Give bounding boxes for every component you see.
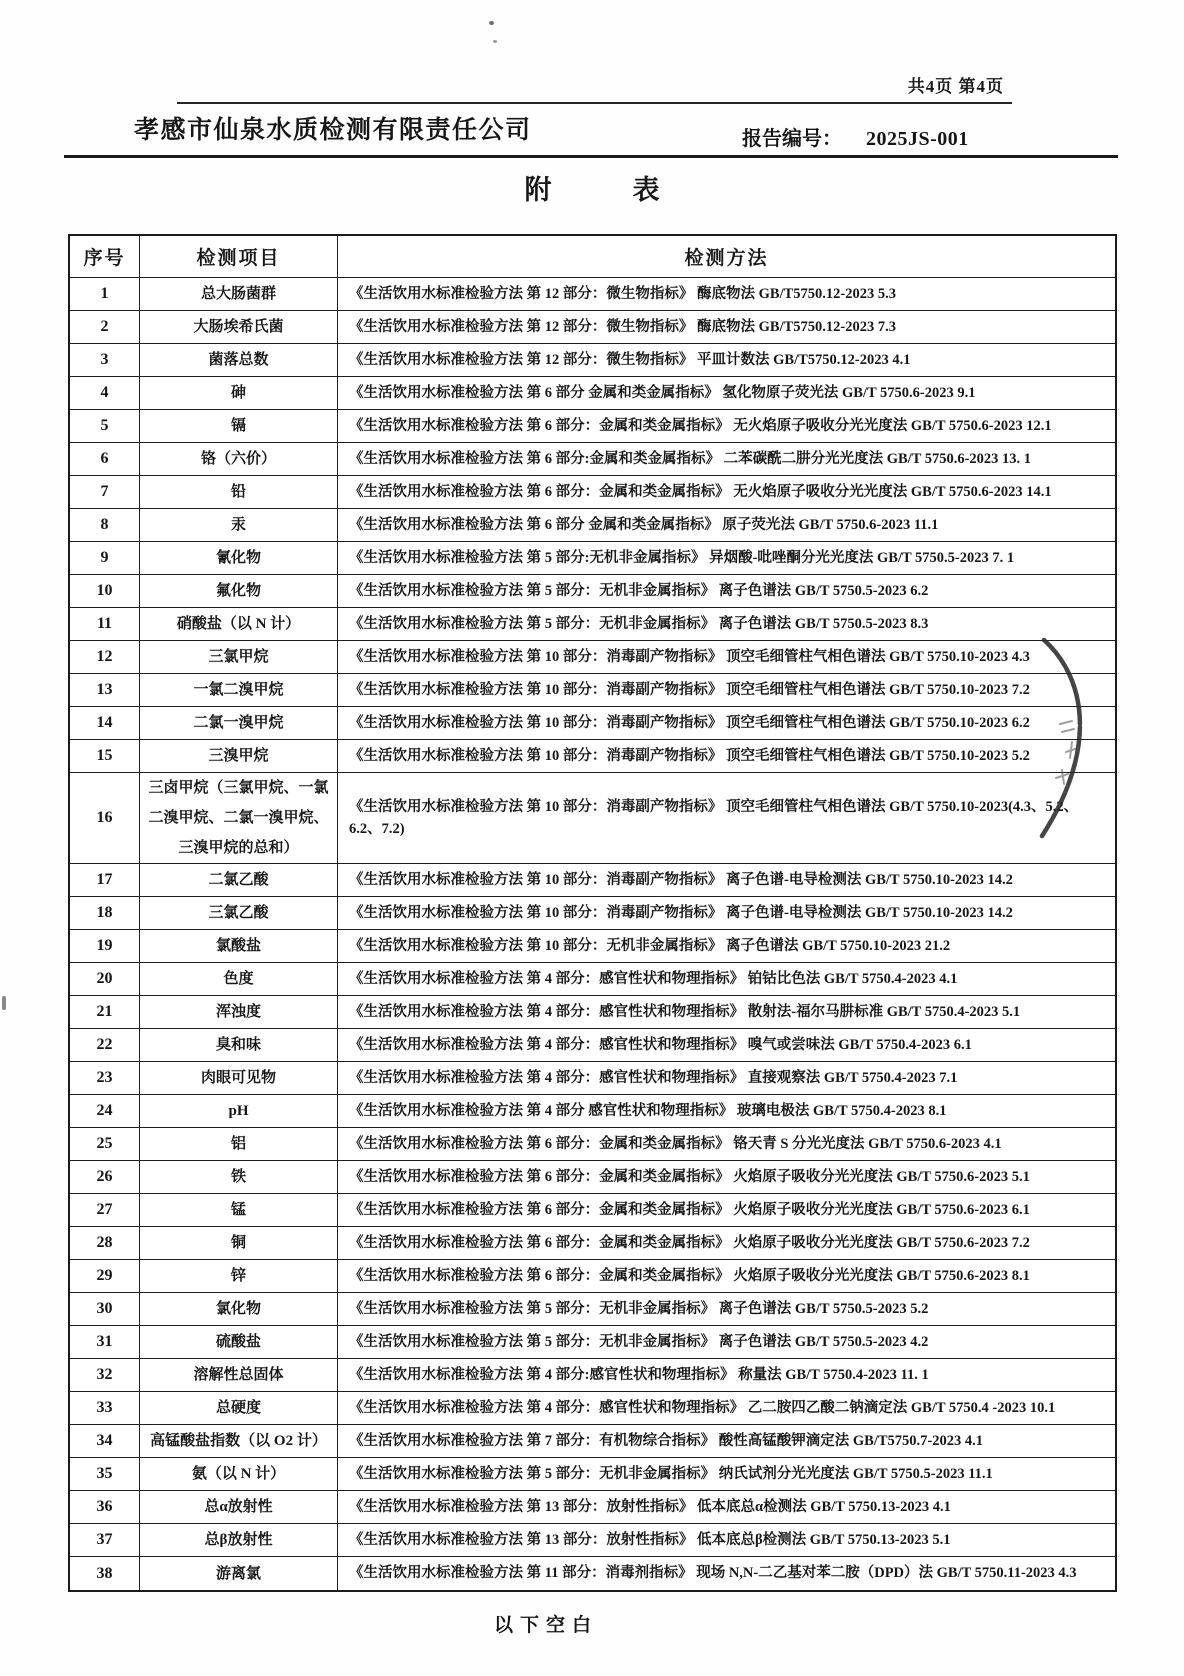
test-method: 《生活饮用水标准检验方法 第 4 部分：感官性状和物理指标》 铂钴比色法 GB/T 5750.4-2023 4.1: [338, 963, 1115, 996]
table-row: [70, 707, 1115, 740]
test-item: 游离氯: [140, 1557, 338, 1590]
row-number: 36: [70, 1491, 140, 1524]
test-method: 《生活饮用水标准检验方法 第 10 部分：消毒副产物指标》 顶空毛细管柱气相色谱法 GB/T 5750.10-2023(4.3、5.2、6.2、7.2): [338, 773, 1115, 864]
table-row: [70, 996, 1115, 1029]
scan-noise-mark: [2, 996, 6, 1010]
row-number: 34: [70, 1425, 140, 1458]
test-method: 《生活饮用水标准检验方法 第 4 部分：感官性状和物理指标》 乙二胺四乙酸二钠滴定法 GB/T 5750.4 -2023 10.1: [338, 1392, 1115, 1425]
test-item: 二氯乙酸: [140, 864, 338, 897]
table-row: [70, 1293, 1115, 1326]
test-method: 《生活饮用水标准检验方法 第 6 部分：金属和类金属指标》 无火焰原子吸收分光光度法 GB/T 5750.6-2023 14.1: [338, 476, 1115, 509]
column-header-no: 序号: [70, 236, 140, 278]
test-method: 《生活饮用水标准检验方法 第 6 部分:金属和类金属指标》 二苯碳酰二肼分光光度法 GB/T 5750.6-2023 13. 1: [338, 443, 1115, 476]
row-number: 37: [70, 1524, 140, 1557]
table-row: [70, 311, 1115, 344]
test-method: 《生活饮用水标准检验方法 第 5 部分：无机非金属指标》 离子色谱法 GB/T 5750.5-2023 4.2: [338, 1326, 1115, 1359]
test-method: 《生活饮用水标准检验方法 第 4 部分：感官性状和物理指标》 嗅气或尝味法 GB/T 5750.4-2023 6.1: [338, 1029, 1115, 1062]
test-item: 高锰酸盐指数（以 O2 计）: [140, 1425, 338, 1458]
row-number: 31: [70, 1326, 140, 1359]
table-row: [70, 410, 1115, 443]
blank-below-note: 以下空白: [493, 1615, 598, 1636]
table-row: [70, 773, 1115, 864]
row-number: 30: [70, 1293, 140, 1326]
table-row: [70, 1359, 1115, 1392]
row-number: 7: [70, 476, 140, 509]
table-row: [70, 897, 1115, 930]
test-method: 《生活饮用水标准检验方法 第 5 部分：无机非金属指标》 离子色谱法 GB/T 5750.5-2023 5.2: [338, 1293, 1115, 1326]
test-method: 《生活饮用水标准检验方法 第 6 部分：金属和类金属指标》 火焰原子吸收分光光度法 GB/T 5750.6-2023 5.1: [338, 1161, 1115, 1194]
test-item: 总硬度: [140, 1392, 338, 1425]
test-method: 《生活饮用水标准检验方法 第 12 部分：微生物指标》 平皿计数法 GB/T5750.12-2023 4.1: [338, 344, 1115, 377]
row-number: 33: [70, 1392, 140, 1425]
report-number-value: 2025JS-001: [866, 128, 969, 150]
test-method: 《生活饮用水标准检验方法 第 6 部分 金属和类金属指标》 氢化物原子荧光法 GB/T 5750.6-2023 9.1: [338, 377, 1115, 410]
test-item: 氯化物: [140, 1293, 338, 1326]
test-item: 肉眼可见物: [140, 1062, 338, 1095]
table-header-row: [70, 236, 1115, 278]
methods-table: [68, 234, 1117, 1592]
row-number: 3: [70, 344, 140, 377]
table-row: [70, 674, 1115, 707]
row-number: 32: [70, 1359, 140, 1392]
row-number: 22: [70, 1029, 140, 1062]
table-row: [70, 1557, 1115, 1590]
test-item: 一氯二溴甲烷: [140, 674, 338, 707]
table-row: [70, 641, 1115, 674]
row-number: 8: [70, 509, 140, 542]
test-method: 《生活饮用水标准检验方法 第 5 部分：无机非金属指标》 离子色谱法 GB/T 5750.5-2023 6.2: [338, 575, 1115, 608]
table-row: [70, 1425, 1115, 1458]
table-row: [70, 278, 1115, 311]
table-row: [70, 575, 1115, 608]
test-item: 浑浊度: [140, 996, 338, 1029]
test-method: 《生活饮用水标准检验方法 第 5 部分：无机非金属指标》 纳氏试剂分光光度法 GB/T 5750.5-2023 11.1: [338, 1458, 1115, 1491]
row-number: 11: [70, 608, 140, 641]
row-number: 27: [70, 1194, 140, 1227]
test-method: 《生活饮用水标准检验方法 第 10 部分：消毒副产物指标》 离子色谱-电导检测法 GB/T 5750.10-2023 14.2: [338, 864, 1115, 897]
table-row: [70, 1392, 1115, 1425]
row-number: 5: [70, 410, 140, 443]
test-method: 《生活饮用水标准检验方法 第 5 部分:无机非金属指标》 异烟酸-吡唑酮分光光度法 GB/T 5750.5-2023 7. 1: [338, 542, 1115, 575]
row-number: 16: [70, 773, 140, 864]
test-item: 大肠埃希氏菌: [140, 311, 338, 344]
test-item: 锰: [140, 1194, 338, 1227]
table-row: [70, 930, 1115, 963]
row-number: 17: [70, 864, 140, 897]
test-item: 氟化物: [140, 575, 338, 608]
test-method: 《生活饮用水标准检验方法 第 13 部分：放射性指标》 低本底总β检测法 GB/T 5750.13-2023 5.1: [338, 1524, 1115, 1557]
table-row: [70, 1491, 1115, 1524]
test-item: 总大肠菌群: [140, 278, 338, 311]
test-method: 《生活饮用水标准检验方法 第 6 部分：金属和类金属指标》 无火焰原子吸收分光光度法 GB/T 5750.6-2023 12.1: [338, 410, 1115, 443]
test-method: 《生活饮用水标准检验方法 第 11 部分：消毒剂指标》 现场 N,N-二乙基对苯二胺（DPD）法 GB/T 5750.11-2023 4.3: [349, 1565, 1077, 1582]
table-body: [70, 278, 1115, 1590]
test-method: 《生活饮用水标准检验方法 第 6 部分：金属和类金属指标》 火焰原子吸收分光光度法 GB/T 5750.6-2023 7.2: [338, 1227, 1115, 1260]
table-row: [70, 1128, 1115, 1161]
test-item: 锌: [140, 1260, 338, 1293]
row-number: 15: [70, 740, 140, 773]
table-row: [70, 509, 1115, 542]
column-header-method: 检测方法: [338, 236, 1115, 278]
test-method: 《生活饮用水标准检验方法 第 6 部分：金属和类金属指标》 火焰原子吸收分光光度法 GB/T 5750.6-2023 6.1: [338, 1194, 1115, 1227]
page-number-info: 共4页 第4页: [907, 77, 1004, 96]
row-number: 2: [70, 311, 140, 344]
table-row: [70, 864, 1115, 897]
test-method: 《生活饮用水标准检验方法 第 6 部分：金属和类金属指标》 火焰原子吸收分光光度法 GB/T 5750.6-2023 8.1: [338, 1260, 1115, 1293]
test-method: 《生活饮用水标准检验方法 第 5 部分：无机非金属指标》 离子色谱法 GB/T 5750.5-2023 8.3: [338, 608, 1115, 641]
test-method: 《生活饮用水标准检验方法 第 10 部分：消毒副产物指标》 顶空毛细管柱气相色谱法 GB/T 5750.10-2023 7.2: [338, 674, 1115, 707]
table-row: [70, 740, 1115, 773]
test-method: 《生活饮用水标准检验方法 第 6 部分：金属和类金属指标》 铬天青 S 分光光度法 GB/T 5750.6-2023 4.1: [338, 1128, 1115, 1161]
table-row: [70, 377, 1115, 410]
test-item: 汞: [140, 509, 338, 542]
row-number: 1: [70, 278, 140, 311]
report-number: [742, 122, 969, 151]
company-name: 孝感市仙泉水质检测有限责任公司: [134, 117, 532, 144]
test-item: 铁: [140, 1161, 338, 1194]
scan-noise-dot: [493, 40, 497, 43]
test-method: 《生活饮用水标准检验方法 第 4 部分：感官性状和物理指标》 直接观察法 GB/T 5750.4-2023 7.1: [338, 1062, 1115, 1095]
test-item: 三溴甲烷: [140, 740, 338, 773]
table-row: [70, 542, 1115, 575]
test-item: 铝: [140, 1128, 338, 1161]
test-item: 铬（六价）: [140, 443, 338, 476]
test-method: 《生活饮用水标准检验方法 第 10 部分：无机非金属指标》 离子色谱法 GB/T 5750.10-2023 21.2: [338, 930, 1115, 963]
test-item: 菌落总数: [140, 344, 338, 377]
test-method: 《生活饮用水标准检验方法 第 10 部分：消毒副产物指标》 顶空毛细管柱气相色谱法 GB/T 5750.10-2023 5.2: [338, 740, 1115, 773]
row-number: 4: [70, 377, 140, 410]
row-number: 26: [70, 1161, 140, 1194]
test-item: 氯酸盐: [140, 930, 338, 963]
row-number: 25: [70, 1128, 140, 1161]
table-row: [70, 1326, 1115, 1359]
test-item: 氰化物: [140, 542, 338, 575]
table-row: [70, 1095, 1115, 1128]
test-item: 氨（以 N 计）: [140, 1458, 338, 1491]
test-method: 《生活饮用水标准检验方法 第 10 部分：消毒副产物指标》 顶空毛细管柱气相色谱法 GB/T 5750.10-2023 4.3: [338, 641, 1115, 674]
row-number: 23: [70, 1062, 140, 1095]
header-rule-thin: [177, 102, 1012, 104]
test-item: 三卤甲烷（三氯甲烷、一氯二溴甲烷、二氯一溴甲烷、三溴甲烷的总和）: [140, 773, 338, 864]
row-number: 9: [70, 542, 140, 575]
table-row: [70, 1029, 1115, 1062]
row-number: 24: [70, 1095, 140, 1128]
partial-seal-stamp-icon: [1022, 628, 1132, 848]
table-row: [70, 476, 1115, 509]
test-item: 二氯一溴甲烷: [140, 707, 338, 740]
table-row: [70, 1458, 1115, 1491]
test-item: 总α放射性: [140, 1491, 338, 1524]
test-item: pH: [140, 1095, 338, 1128]
row-number: 35: [70, 1458, 140, 1491]
row-number: 12: [70, 641, 140, 674]
row-number: 19: [70, 930, 140, 963]
test-item: 铜: [140, 1227, 338, 1260]
table-row: [70, 1161, 1115, 1194]
row-number: 6: [70, 443, 140, 476]
row-number: 21: [70, 996, 140, 1029]
test-method: 《生活饮用水标准检验方法 第 12 部分：微生物指标》 酶底物法 GB/T5750.12-2023 7.3: [338, 311, 1115, 344]
table-row: [70, 443, 1115, 476]
test-item: 溶解性总固体: [140, 1359, 338, 1392]
header-rule-thick: [64, 155, 1118, 158]
test-method: 《生活饮用水标准检验方法 第 4 部分 感官性状和物理指标》 玻璃电极法 GB/T 5750.4-2023 8.1: [338, 1095, 1115, 1128]
row-number: 29: [70, 1260, 140, 1293]
row-number: 28: [70, 1227, 140, 1260]
row-number: 13: [70, 674, 140, 707]
row-number: 20: [70, 963, 140, 996]
test-method: 《生活饮用水标准检验方法 第 12 部分：微生物指标》 酶底物法 GB/T5750.12-2023 5.3: [338, 278, 1115, 311]
test-item: 硝酸盐（以 N 计）: [140, 608, 338, 641]
test-item: 色度: [140, 963, 338, 996]
test-item: 砷: [140, 377, 338, 410]
test-item: 三氯乙酸: [140, 897, 338, 930]
table-row: [70, 1194, 1115, 1227]
test-method: 《生活饮用水标准检验方法 第 7 部分：有机物综合指标》 酸性高锰酸钾滴定法 GB/T5750.7-2023 4.1: [338, 1425, 1115, 1458]
test-method: 《生活饮用水标准检验方法 第 10 部分：消毒副产物指标》 离子色谱-电导检测法 GB/T 5750.10-2023 14.2: [338, 897, 1115, 930]
test-method: 《生活饮用水标准检验方法 第 4 部分：感官性状和物理指标》 散射法-福尔马肼标准 GB/T 5750.4-2023 5.1: [338, 996, 1115, 1029]
table-row: [70, 1260, 1115, 1293]
test-method: 《生活饮用水标准检验方法 第 10 部分：消毒副产物指标》 顶空毛细管柱气相色谱法 GB/T 5750.10-2023 6.2: [338, 707, 1115, 740]
test-method: 《生活饮用水标准检验方法 第 6 部分 金属和类金属指标》 原子荧光法 GB/T 5750.6-2023 11.1: [338, 509, 1115, 542]
column-header-item: 检测项目: [140, 236, 338, 278]
table-row: [70, 963, 1115, 996]
row-number: 10: [70, 575, 140, 608]
test-item: 总β放射性: [140, 1524, 338, 1557]
table-row: [70, 1524, 1115, 1557]
scan-noise-dot: [489, 21, 494, 25]
test-item: 镉: [140, 410, 338, 443]
row-number: 38: [70, 1557, 140, 1590]
report-number-label: 报告编号：: [742, 128, 842, 150]
table-row: [70, 1062, 1115, 1095]
page-title: 附 表: [524, 175, 660, 205]
test-item: 硫酸盐: [140, 1326, 338, 1359]
test-method: 《生活饮用水标准检验方法 第 4 部分:感官性状和物理指标》 称量法 GB/T 5750.4-2023 11. 1: [338, 1359, 1115, 1392]
table-row: [70, 344, 1115, 377]
row-number: 18: [70, 897, 140, 930]
test-item: 臭和味: [140, 1029, 338, 1062]
test-item: 铅: [140, 476, 338, 509]
test-item: 三氯甲烷: [140, 641, 338, 674]
table-row: [70, 608, 1115, 641]
row-number: 14: [70, 707, 140, 740]
test-method: 《生活饮用水标准检验方法 第 13 部分：放射性指标》 低本底总α检测法 GB/T 5750.13-2023 4.1: [338, 1491, 1115, 1524]
table-row: [70, 1227, 1115, 1260]
